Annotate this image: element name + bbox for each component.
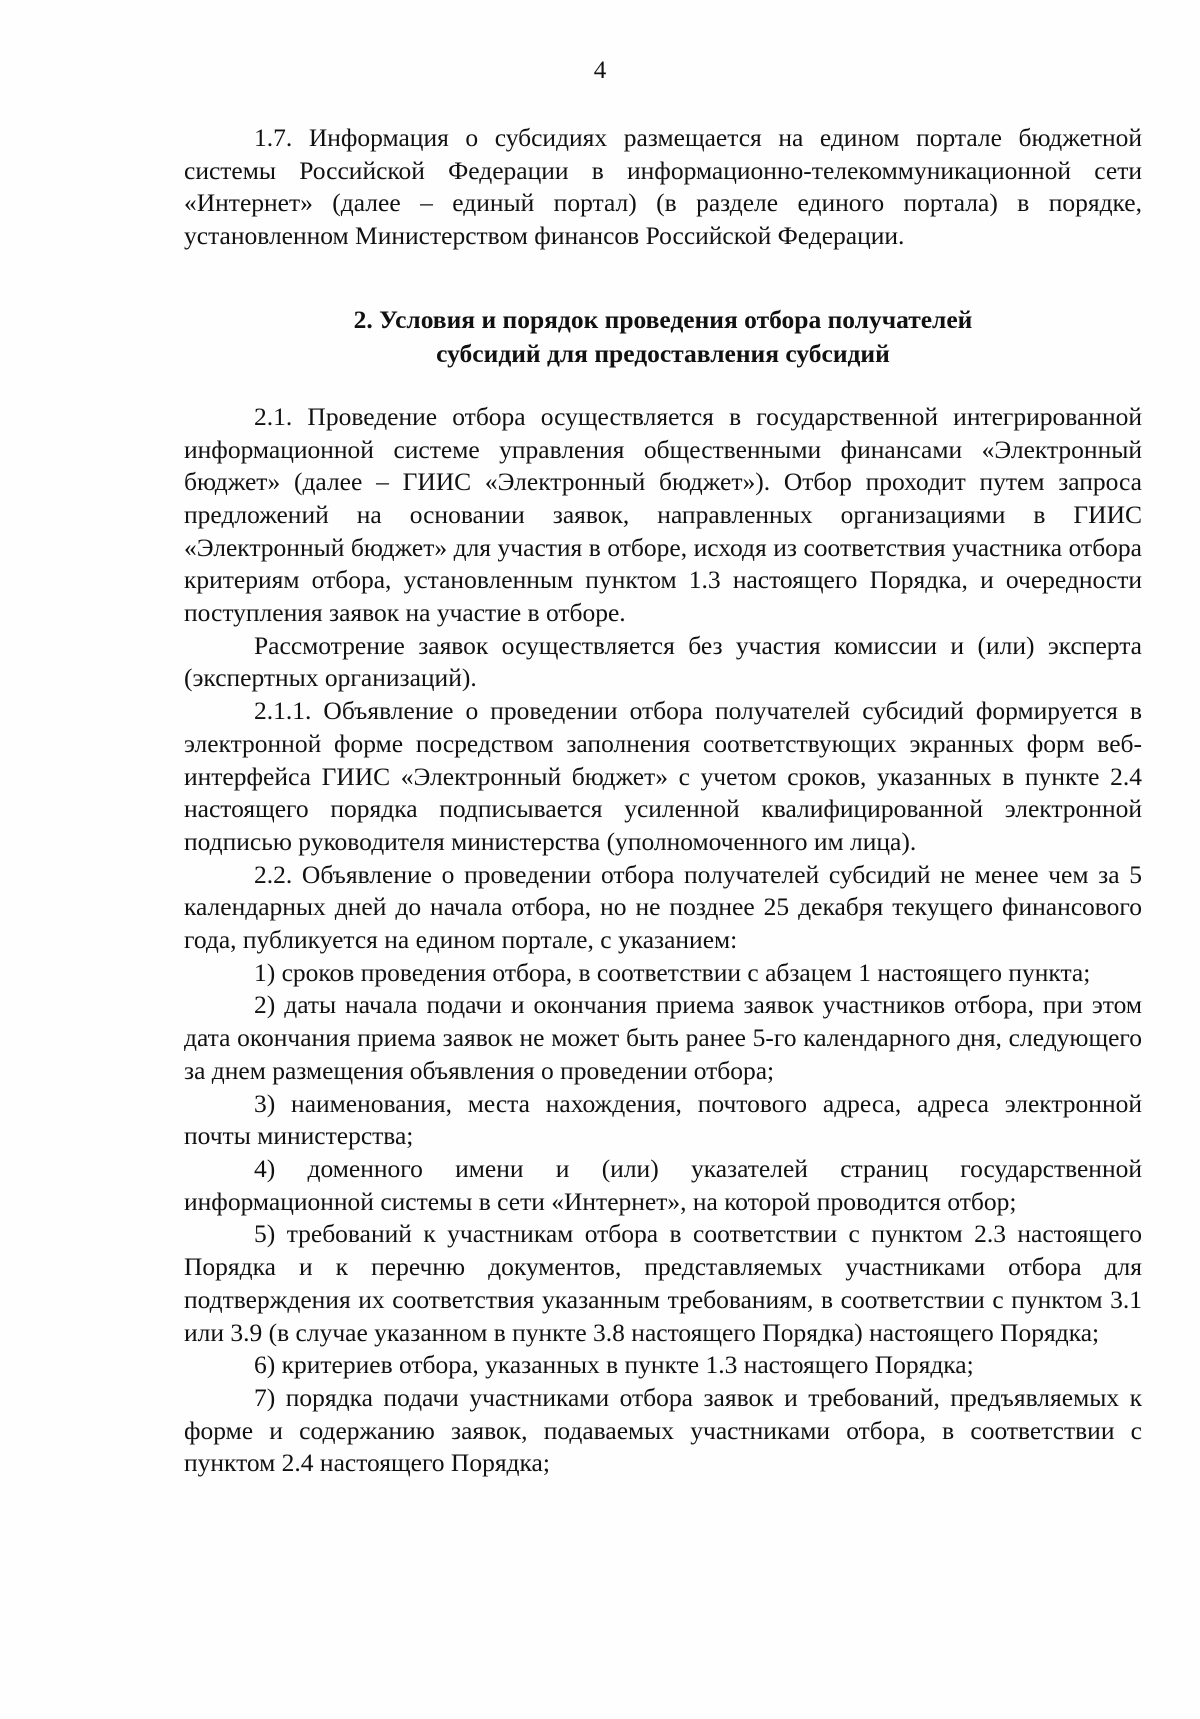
list-item-2: 2) даты начала подачи и окончания приема заявок участников отбора, при этом дата окончания приема заявок не может быть ранее 5-го календарного дня, следующего за днем размещения объявления о проведении отбора; xyxy=(184,990,1142,1085)
section-heading-line-2: субсидий для предоставления субсидий xyxy=(436,338,890,368)
list-item-4: 4) доменного имени и (или) указателей страниц государственной информационной системы в сети «Интернет», на которой проводится отбор; xyxy=(184,1153,1142,1216)
list-item-6: 6) критериев отбора, указанных в пункте 1.3 настоящего Порядка; xyxy=(254,1350,974,1380)
list-item-5: 5) требований к участникам отбора в соответствии с пунктом 2.3 настоящего Порядка и к перечню документов, представляемых участниками отбора для подтверждения их соответствия указанным требованиям, в соответствии с пунктом 3.1 или 3.9 (в случае указанном в пункте 3.8 настоящего Порядка) настоящего Порядка; xyxy=(184,1219,1142,1347)
paragraph-1-7: 1.7. Информация о субсидиях размещается на едином портале бюджетной системы Российской Федерации в информационно-телекоммуникационной сети «Интернет» (далее – единый портал) (в разделе единого портала) в порядке, установленном Министерством финансов Российской Федерации. xyxy=(184,123,1142,251)
paragraph-review: Рассмотрение заявок осуществляется без участия комиссии и (или) эксперта (экспертных организаций). xyxy=(184,630,1142,693)
paragraph-2-1: 2.1. Проведение отбора осуществляется в государственной интегрированной информационной системе управления общественными финансами «Электронный бюджет» (далее – ГИИС «Электронный бюджет»). Отбор проходит путем запроса предложений на основании заявок, направленных организациями в ГИИС «Электронный бюджет» для участия в отборе, исходя из соответствия участника отбора критериям отбора, установленным пунктом 1.3 настоящего Порядка, и очередности поступления заявок на участие в отборе. xyxy=(184,401,1142,628)
list-item-3: 3) наименования, места нахождения, почтового адреса, адреса электронной почты министерства; xyxy=(184,1088,1142,1151)
paragraph-2-1-1: 2.1.1. Объявление о проведении отбора получателей субсидий формируется в электронной форме посредством заполнения соответствующих экранных форм веб-интерфейса ГИИС «Электронный бюджет» с учетом сроков, указанных в пункте 2.4 настоящего порядка подписывается усиленной квалифицированной электронной подписью руководителя министерства (уполномоченного им лица). xyxy=(184,696,1142,856)
section-heading xyxy=(184,303,1142,371)
page-number: 4 xyxy=(593,57,607,84)
document-body xyxy=(184,122,1142,1480)
list-item-1: 1) сроков проведения отбора, в соответствии с абзацем 1 настоящего пункта; xyxy=(254,957,1091,987)
list-item-7: 7) порядка подачи участниками отбора заявок и требований, предъявляемых к форме и содержанию заявок, подаваемых участниками отбора, в соответствии с пунктом 2.4 настоящего Порядка; xyxy=(184,1382,1142,1478)
paragraph-2-2: 2.2. Объявление о проведении отбора получателей субсидий не менее чем за 5 календарных дней до начала отбора, но не позднее 25 декабря текущего финансового года, публикуется на едином портале, с указанием: xyxy=(184,859,1142,955)
section-heading-line-1: 2. Условия и порядок проведения отбора получателей xyxy=(353,304,973,334)
